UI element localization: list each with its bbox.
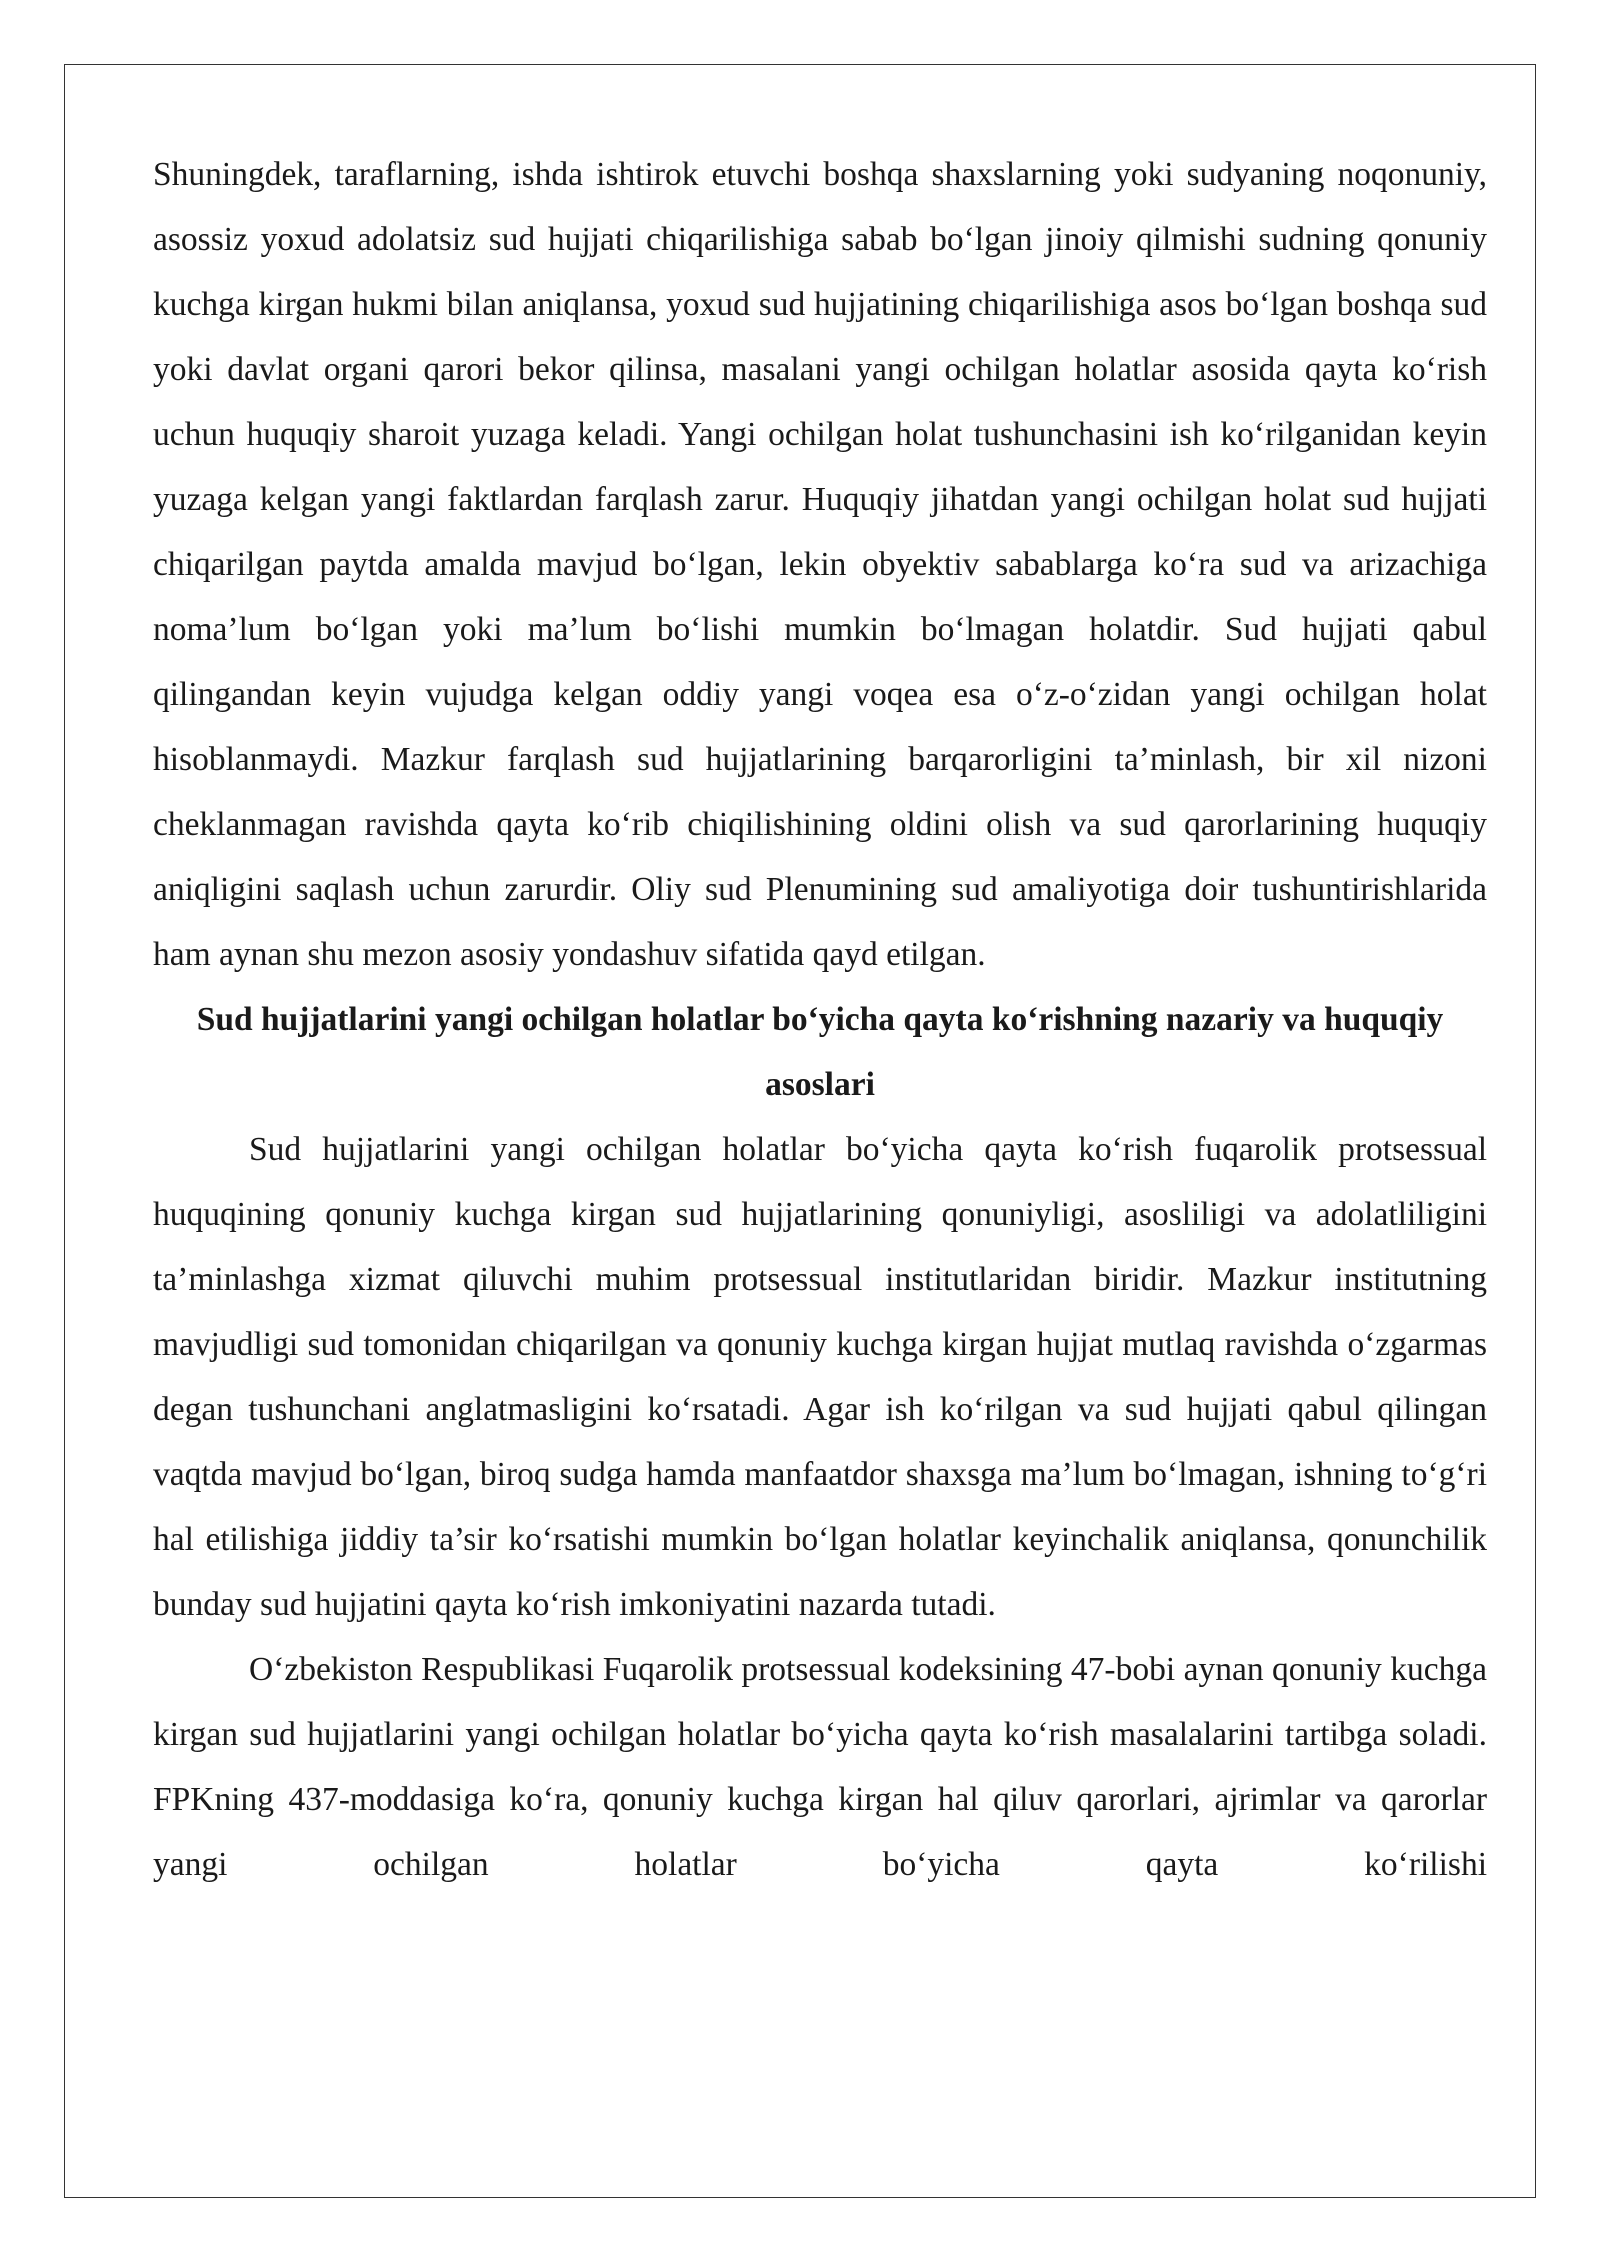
document-body bbox=[153, 142, 1487, 1897]
section-heading: Sud hujjatlarini yangi ochilgan holatlar bo‘yicha qayta ko‘rishning nazariy va huquqiy asoslari bbox=[196, 1001, 1444, 1103]
body-paragraph: Sud hujjatlarini yangi ochilgan holatlar bo‘yicha qayta ko‘rish fuqarolik protsessual huquqining qonuniy kuchga kirgan sud hujjatlarining qonuniyligi, asosliligi va adolatliligini ta’minlashga xizmat qiluvchi muhim protsessual institutlaridan biridir. Mazkur institutning mavjudligi sud tomonidan chiqarilgan va qonuniy kuchga kirgan hujjat mutlaq ravishda o‘zgarmas degan tushunchani anglatmasligini ko‘rsatadi. Agar ish ko‘rilgan va sud hujjati qabul qilingan vaqtda mavjud bo‘lgan, biroq sudga hamda manfaatdor shaxsga ma’lum bo‘lmagan, ishning to‘g‘ri hal etilishiga jiddiy ta’sir ko‘rsatishi mumkin bo‘lgan holatlar keyinchalik aniqlansa, qonunchilik bunday sud hujjatini qayta ko‘rish imkoniyatini nazarda tutadi. bbox=[153, 1131, 1487, 1623]
body-paragraph: O‘zbekiston Respublikasi Fuqarolik protsessual kodeksining 47-bobi aynan qonuniy kuchga kirgan sud hujjatlarini yangi ochilgan holatlar bo‘yicha qayta ko‘rish masalalarini tartibga soladi. FPKning 437-moddasiga ko‘ra, qonuniy kuchga kirgan hal qiluv qarorlari, ajrimlar va qarorlar yangi ochilgan holatlar bo‘yicha qayta ko‘rilishi bbox=[153, 1651, 1487, 1883]
body-paragraph: Shuningdek, taraflarning, ishda ishtirok etuvchi boshqa shaxslarning yoki sudyaning noqonuniy, asossiz yoxud adolatsiz sud hujjati chiqarilishiga sabab bo‘lgan jinoiy qilmishi sudning qonuniy kuchga kirgan hukmi bilan aniqlansa, yoxud sud hujjatining chiqarilishiga asos bo‘lgan boshqa sud yoki davlat organi qarori bekor qilinsa, masalani yangi ochilgan holatlar asosida qayta ko‘rish uchun huquqiy sharoit yuzaga keladi. Yangi ochilgan holat tushunchasini ish ko‘rilganidan keyin yuzaga kelgan yangi faktlardan farqlash zarur. Huquqiy jihatdan yangi ochilgan holat sud hujjati chiqarilgan paytda amalda mavjud bo‘lgan, lekin obyektiv sabablarga ko‘ra sud va arizachiga noma’lum bo‘lgan yoki ma’lum bo‘lishi mumkin bo‘lmagan holatdir. Sud hujjati qabul qilingandan keyin vujudga kelgan oddiy yangi voqea esa o‘z-o‘zidan yangi ochilgan holat hisoblanmaydi. Mazkur farqlash sud hujjatlarining barqarorligini ta’minlash, bir xil nizoni cheklanmagan ravishda qayta ko‘rib chiqilishining oldini olish va sud qarorlarining huquqiy aniqligini saqlash uchun zarurdir. Oliy sud Plenumining sud amaliyotiga doir tushuntirishlarida ham aynan shu mezon asosiy yondashuv sifatida qayd etilgan. bbox=[153, 156, 1487, 973]
